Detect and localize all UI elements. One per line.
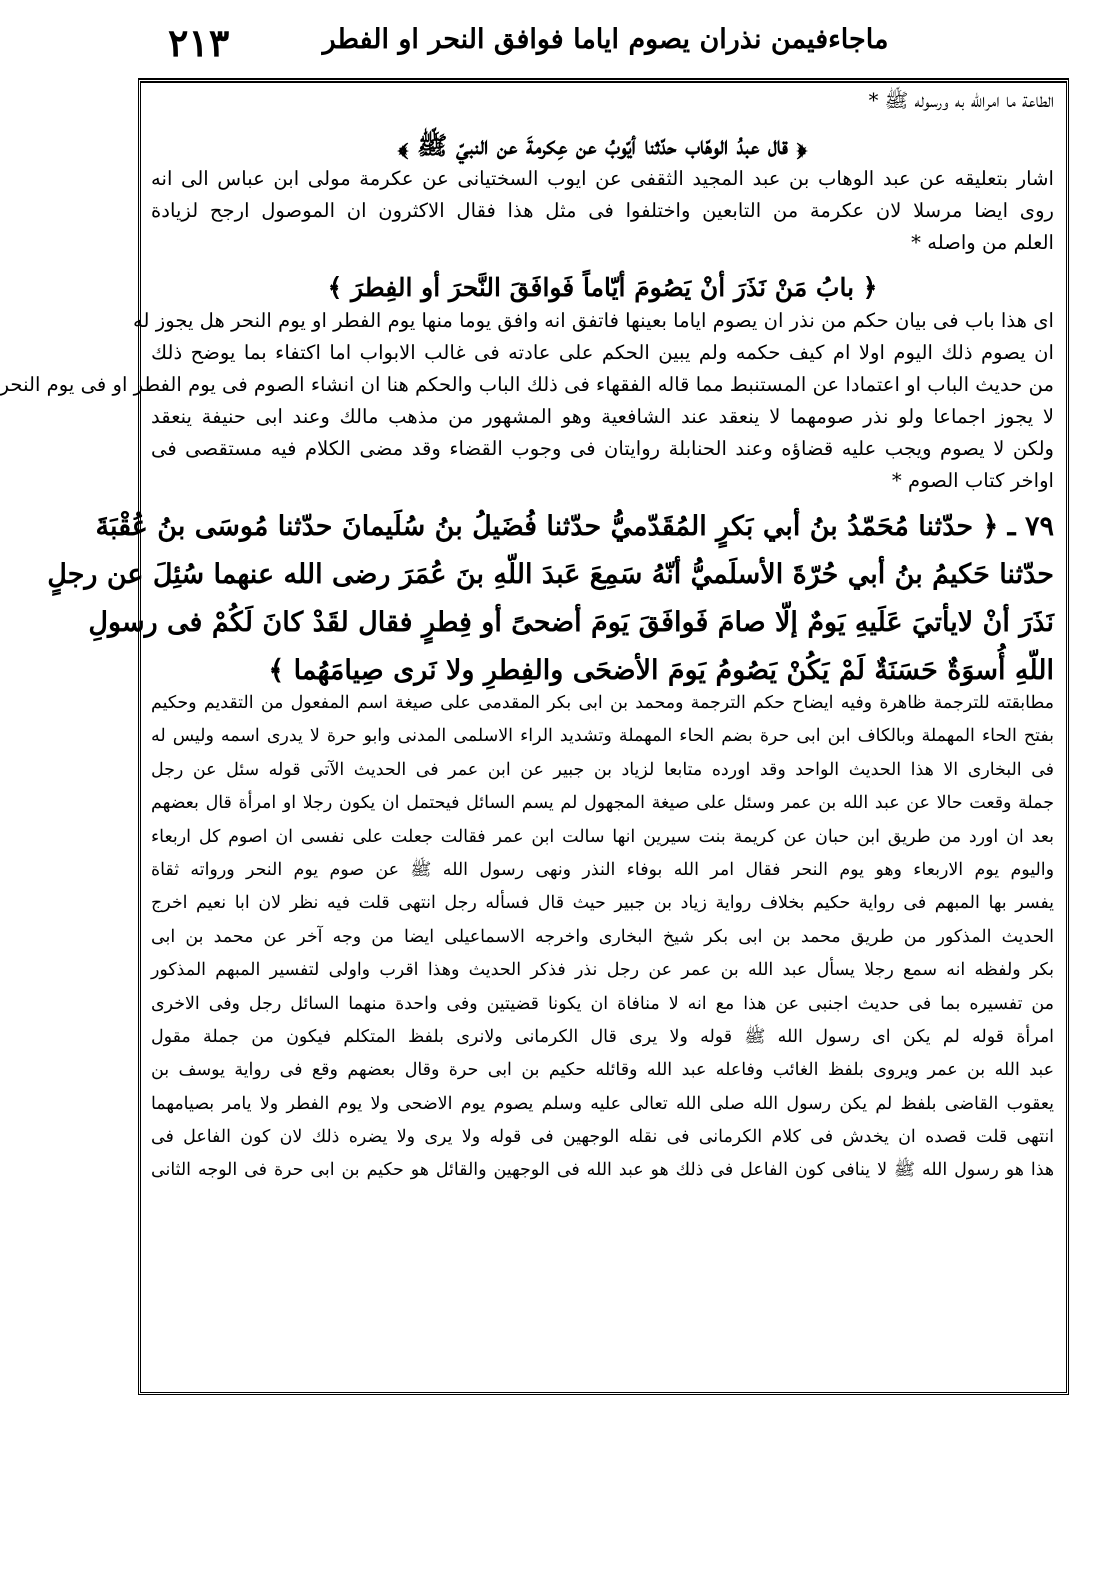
running-title: ماجاءفيمن نذران يصوم اياما فوافق النحر او الفطر bbox=[322, 24, 889, 55]
commentary-line: امرأة قوله لم يكن اى رسول الله ﷺ قوله ولا يرى قال الكرمانى ولانرى بلفظ المتكلم فيكون من جملة مقول bbox=[151, 1026, 1054, 1047]
text-line: اشار بتعليقه عن عبد الوهاب بن عبد المجيد الثقفى عن ايوب السختيانى عن عكرمة مولى ابن عباس الى انه bbox=[151, 167, 1054, 190]
commentary-line: واليوم يوم الاربعاء وهو يوم النحر فقال امر الله بوفاء النذر ونهى رسول الله ﷺ عن صوم يوم النحر ورواته ثقاة bbox=[151, 859, 1054, 880]
text-line: ان يصوم ذلك اليوم اولا ام كيف حكمه ولم يبين الحكم على عادته فى غالب الابواب اما اكتفاء بما يوضح ذلك bbox=[151, 341, 1054, 364]
page-header bbox=[146, 18, 1065, 66]
commentary-line: بفتح الحاء المهملة وبالكاف ابن ابى حرة بضم الحاء المهملة وتشديد الراء الاسلمى المدنى وابو حرة لا يدرى اسمه وليس له bbox=[151, 726, 1054, 747]
commentary bbox=[151, 695, 1054, 1196]
hadith-line: اللّهِ أُسوَةٌ حَسَنَةٌ لَمْ يَكُنْ يَصُومُ يَومَ الأضحَى والفِطرِ ولا نَرى صِيامَهُما ﴾ bbox=[268, 655, 1054, 686]
commentary-line: انتهى قلت قصده ان يخدش فى كلام الكرمانى فى نقله الوجهين فى قوله ولا يرى ولا يضره ذلك لان كون الفاعل فى bbox=[151, 1127, 1054, 1148]
text-line: من حديث الباب او اعتمادا عن المستنبط مما قاله الفقهاء فى ذلك الباب والحكم هنا ان انشاء الصوم فى يوم الفطر او فى يوم النحر bbox=[0, 373, 1054, 396]
hadith-line: حدّثنا حَكيمُ بنُ أبي حُرّةَ الأسلَميُّ أنّهُ سَمِعَ عَبدَ اللّهِ بنَ عُمَرَ رضى الله عنهما سُئِلَ عن رجلٍ bbox=[47, 559, 1054, 590]
commentary-line: عبد الله بن عمر ويروى بلفظ الغائب وفاعله عبد الله وقائله حكيم بن ابى حرة وقال بعضهم وقع فى رواية يوسف بن bbox=[151, 1060, 1054, 1081]
commentary-line: جملة وقعت حالا عن عبد الله بن عمر وسئل على صيغة المجهول لم يسم السائل فيحتمل ان يكون رجلا او امرأة قال بعضهم bbox=[151, 793, 1054, 814]
commentary-line: من تفسيره بما فى حديث اجنبى عن هذا مع انه لا منافاة ان يكونا قضيتين وفى واحدة منهما السائل رجل وفى الاخرى bbox=[151, 993, 1054, 1014]
commentary-line: يفسر بها المبهم فى رواية حكيم بخلاف رواية زياد بن جبير حيث قال فسأله رجل انتهى قلت فيه نظر لان ابا نعيم اخرج bbox=[151, 893, 1054, 914]
hadith-line: نَذَرَ أنْ لايأتيَ عَلَيهِ يَومٌ إلّا صامَ فَوافَقَ يَومَ أضحىً أو فِطرٍ فقال لقَدْ كانَ لَكُمْ فى رسولِ bbox=[88, 607, 1054, 638]
text-line: روى ايضا مرسلا لان عكرمة من التابعين واختلفوا فى مثل هذا فقال الاكثرون ان الموصول ارجح لزيادة bbox=[151, 199, 1054, 222]
commentary-line: الحديث المذكور من طريق محمد بن ابى بكر شيخ البخارى واخرجه الاسماعيلى ايضا من وجه آخر عن محمد بن ابى bbox=[151, 926, 1054, 947]
commentary-line: بعد ان اورد من طريق ابن حبان عن كريمة بنت سيرين انها سالت ابن عمر فقالت جعلت على نفسى ان اصوم كل اربعاء bbox=[151, 826, 1054, 847]
commentary-line: يعقوب القاضى بلفظ لم يكن رسول الله صلى الله تعالى عليه وسلم يصوم يوم الاضحى ولا يوم الفطر ولا يامر بصيامهما bbox=[151, 1093, 1054, 1114]
text-line: اواخر كتاب الصوم * bbox=[891, 469, 1054, 492]
text-line: الطاعة ما امرالله به ورسوله ﷺ * bbox=[868, 89, 1054, 112]
section-heading: ﴿ قال عبدُ الوهّاب حدّثنا أيّوبُ عن عِكرمةَ عن النبيّ ﷺ ﴾ bbox=[398, 131, 807, 160]
commentary-line: بكر ولفظه انه سمع رجلا يسأل عبد الله بن عمر عن رجل نذر فذكر الحديث وهذا اقرب واولى لتفسير المبهم المذكور bbox=[151, 960, 1054, 981]
commentary-line: مطابقته للترجمة ظاهرة وفيه ايضاح حكم الترجمة ومحمد بن ابى بكر المقدمى على صيغة اسم المفعول من التقديم وحكيم bbox=[151, 693, 1054, 713]
text-frame bbox=[0, 78, 1069, 1395]
hadith-line: ٧٩ ـ ﴿ حدّثنا مُحَمّدُ بنُ أبي بَكرٍ المُقَدّميُّ حدّثنا فُضَيلُ بنُ سُلَيمانَ حدّثنا مُوسَى بنُ عُقْبَةَ bbox=[95, 511, 1054, 542]
text-line: اى هذا باب فى بيان حكم من نذر ان يصوم اياما بعينها فاتفق انه وافق يوما منها يوم الفطر او يوم النحر هل يجوز له bbox=[133, 309, 1054, 332]
text-body bbox=[0, 89, 1054, 1384]
text-line: العلم من واصله * bbox=[911, 231, 1054, 254]
text-line: لا يجوز اجماعا ولو نذر صومهما لا ينعقد عند الشافعية وهو المشهور من مذهب مالك وعند ابى حنيفة ينعقد bbox=[151, 405, 1054, 428]
text-line: ولكن لا يصوم ويجب عليه قضاؤه وعند الحنابلة روايتان فى وجوب القضاء وقد مضى الكلام فيه مستقصى فى bbox=[151, 437, 1054, 460]
chapter-heading: ﴿ بابُ مَنْ نَذَرَ أنْ يَصُومَ أيّاماً فَوافَقَ النَّحرَ أو الفِطرَ ﴾ bbox=[327, 273, 878, 302]
commentary-line: هذا هو رسول الله ﷺ لا ينافى كون الفاعل فى ذلك هو عبد الله فى الوجهين والقائل هو حكيم بن ابى حرة فى الوجه الثانى bbox=[151, 1160, 1054, 1181]
page-number: ٢١٣ bbox=[168, 20, 230, 65]
commentary-line: فى البخارى الا هذا الحديث الواحد وقد اورده متابعا لزياد بن جبير عن ابن عمر فى الحديث الآتى قوله سئل عن رجل bbox=[151, 759, 1054, 780]
